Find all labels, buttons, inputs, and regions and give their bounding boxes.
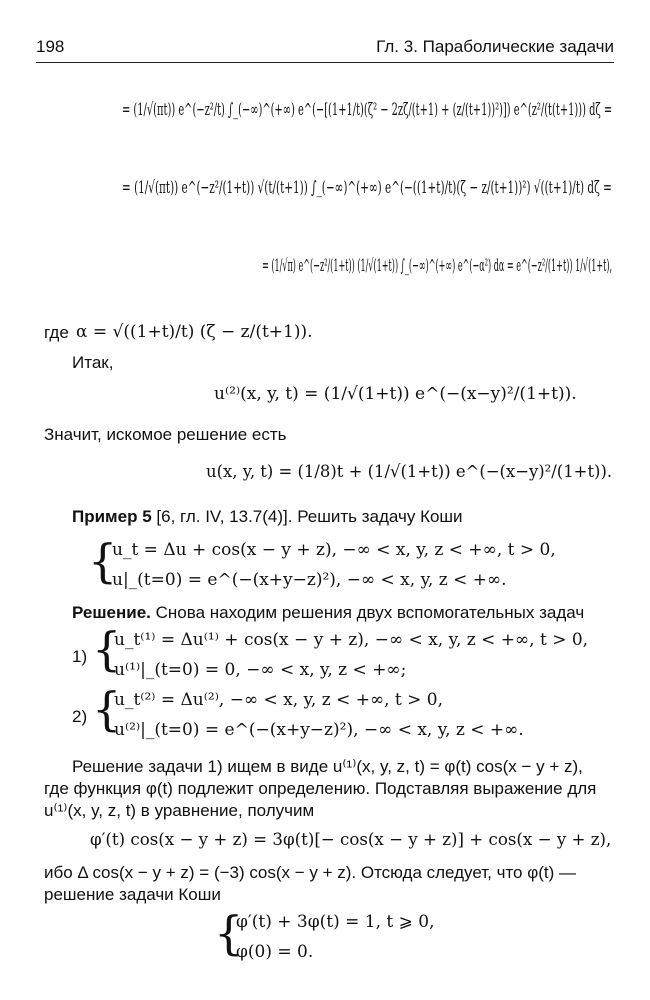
system-brace: { <box>214 906 244 960</box>
equation-line-3-text: = (1/√π) e^(−z²/(1+t)) (1/√(1+t)) ∫_(−∞)^(+∞) e^(−α²) dα = e^(−z²/(1+t)) 1/√(1+t), <box>262 256 613 276</box>
problem-1-eq-2: u⁽¹⁾|_(t=0) = 0, −∞ < x, y, z < +∞; <box>114 660 407 680</box>
alpha-definition: α = √((1+t)/t) (ζ − z/(t+1)). <box>76 322 313 342</box>
problem-1-eq-1: u_t⁽¹⁾ = Δu⁽¹⁾ + cos(x − y + z), −∞ < x, y, z < +∞, t > 0, <box>114 630 589 650</box>
paragraph-line-1: Решение задачи 1) ищем в виде u⁽¹⁾(x, y, z, t) = φ(t) cos(x − y + z), <box>72 757 583 776</box>
cauchy-eq-2: u|_(t=0) = e^(−(x+y−z)²), −∞ < x, y, z < +∞. <box>112 570 507 590</box>
phi-equation: φ′(t) cos(x − y + z) = 3φ(t)[− cos(x − y + z)] + cos(x − y + z), <box>90 830 612 850</box>
phi-cauchy-eq-1: φ′(t) + 3φ(t) = 1, t ⩾ 0, <box>236 912 435 932</box>
ibo-line-2: решение задачи Коши <box>44 885 221 904</box>
problem-2-eq-2: u⁽²⁾|_(t=0) = e^(−(x+y−z)²), −∞ < x, y, z < +∞. <box>114 720 524 740</box>
u-solution: u(x, y, t) = (1/8)t + (1/√(1+t)) e^(−(x−y)²/(1+t)). <box>206 462 613 482</box>
page-header <box>36 32 614 63</box>
system-brace: { <box>92 622 122 676</box>
example-label: Пример 5 <box>72 507 152 526</box>
solution-text: Снова находим решения двух вспомогательных задач <box>155 603 585 622</box>
where-prefix: где <box>44 323 69 342</box>
itak-text: Итак, <box>72 353 114 372</box>
equation-line-2 <box>122 180 612 197</box>
paragraph-line-3: u⁽¹⁾(x, y, z, t) в уравнение, получим <box>44 801 315 820</box>
problem-2-eq-1: u_t⁽²⁾ = Δu⁽²⁾, −∞ < x, y, z < +∞, t > 0, <box>114 690 444 710</box>
example-reference: [6, гл. IV, 13.7(4)]. Решить задачу Коши <box>156 507 463 526</box>
paragraph-line-2: где функция φ(t) подлежит определению. Подставляя выражение для <box>44 779 597 798</box>
equation-line-1 <box>122 102 612 119</box>
solution-heading <box>72 602 584 623</box>
equation-line-1-text: = (1/√(πt)) e^(−z²/t) ∫_(−∞)^(+∞) e^(−[(1+1/t)(ζ² − 2zζ/(t+1) + (z/(t+1))²)]) e^(z²/(t(t+1))) dζ = <box>122 100 613 120</box>
ibo-line-1: ибо Δ cos(x − y + z) = (−3) cos(x − y + z). Отсюда следует, что φ(t) — <box>44 863 577 882</box>
solution-label: Решение. <box>72 603 151 622</box>
znachit-text: Значит, искомое решение есть <box>44 425 287 444</box>
phi-cauchy-eq-2: φ(0) = 0. <box>236 942 314 962</box>
example-heading <box>72 506 463 527</box>
page-number: 198 <box>36 37 65 56</box>
problem-2-number: 2) <box>72 707 88 726</box>
equation-line-2-text: = (1/√(πt)) e^(−z²/(1+t)) √(t/(t+1)) ∫_(−∞)^(+∞) e^(−((1+t)/t)(ζ − z/(t+1))²) √((t+1)/t) dζ = <box>122 178 612 198</box>
chapter-title: Гл. 3. Параболические задачи <box>376 37 614 56</box>
u2-solution: u⁽²⁾(x, y, t) = (1/√(1+t)) e^(−(x−y)²/(1+t)). <box>214 384 577 404</box>
system-brace: { <box>92 682 122 736</box>
system-brace: { <box>88 534 118 588</box>
equation-line-3 <box>262 258 612 275</box>
problem-1-number: 1) <box>72 647 88 666</box>
cauchy-eq-1: u_t = Δu + cos(x − y + z), −∞ < x, y, z < +∞, t > 0, <box>112 540 556 560</box>
